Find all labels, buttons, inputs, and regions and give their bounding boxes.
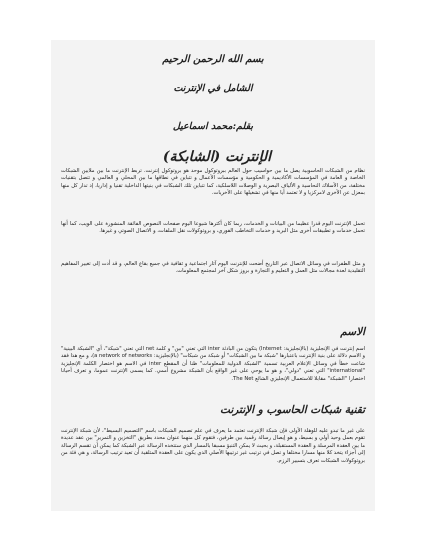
paragraph-name-text: اسم إنترنت في الإنجليزية (بالإنجليزية: Internet) يتكون من البادئة inter التي تعني "بين" و كلمة net التي تعني "شبكة"، أي "الشبكة البينية" و الاسم دلالة على بنية الإنترنت باعتبارها "شبكة ما بين الشبكات" أو شبكة من شبكات" (بالإنجليزية: a network of networks)، و مع هذا فقد شاعت خطأ في وسائل الإعلام العربية تسمية "الشبكة الدولية للمعلومات" ظنا أن المقطع inter في الاسم هو اختصار الكلمة الإنجليزية "international" التي تعني "دولي"، و هو ما يوحي على غير الواقع بأن الشبكة مشروع أممي. <box>61 346 365 375</box>
paragraph-technology: على غير ما تبدو عليه للوهلة الأولى فإن شبكة الإنترنت تعتمد ما يعرف في علم تصميم الشبكات باسم "التصميم البسيط"، لأن شبكة الإنترنت تقوم بعمل وحيد أولي و بسيط، و هو إيصال رسالة رقمية بين طرفين، فتقوم كل منهما عنوان محدد بطريق "التخزين و التمرير" بين عقد عديدة ما بين العقدة المرسلة و العقدة المستقبلة، و بحيث لا يمكن التنبؤ مسبقا بالمسار الذي ستتخذه الرسالة عبر الشبكة كما يمكن أن تقسم الرسالة إلى أجزاء يتخذ كلا منها مسارا مختلفا و تصل في ترتيب غير ترتيبها الأصلي الذي يكون على العقدة المتلقية أن تعيد ترتيب الرسالة، و هي فئة من بروتوكولات الشبكات تعرف بتسيير الرزم. <box>60 428 365 464</box>
paragraph-name <box>61 346 365 383</box>
section-heading-internet: الإنترنت (الشابكة) <box>162 149 271 165</box>
author-byline: بقلم:محمد اسماعيل <box>172 121 254 132</box>
paragraph-name-note: كما يسمى الإنترنت عموما، و تعرف أحيانا اختصارا "الشبكة" مقابلا للاستعمال الإنجليزي الشائع The Net. <box>61 368 365 382</box>
document-page <box>51 40 375 511</box>
paragraph-services: تحمل الإنترنت اليوم قدرا عظيما من البيانات و الخدمات، ربما كان أكثرها شيوعا اليوم صفحات النصوص الفائقة المنشورة على الويب، كما أنها تحمل خدمات و تطبيقات أخرى مثل البريد و خدمات التخاطب الفوري، و بروتوكولات نقل الملفات، و الاتصال الصوتي و غيرها. <box>61 221 365 235</box>
paragraph-intro: نظام من الشبكات الحاسوبية يصل ما بين حواسيب حول العالم ببروتوكول موحد هو بروتوكول إنترنت. تربط الإنترنت ما بين ملايين الشبكات الخاصة و العامة في المؤسسات الأكاديمية و الحكومية و مؤسسات الأعمال و تتباين في نطاقها ما بين المحلي و العالمي و تتصل بتقنيات مختلفة، من الأسلاك النحاسية و الألياف البصرية و الوصلات اللاسلكية، كما تتباين تلك الشبكات في بنيتها الداخلية تقنيا و إداريا، إذ تدار كل منها بمعزل عن الأخرى لامركزيا و لا تعتمد أيا منها في تشغيلها على الأخريات. <box>61 168 365 197</box>
section-heading-technology: تقنية شبكات الحاسوب و الإنترنت <box>220 404 365 416</box>
bismillah-heading: بسم الله الرحمن الرحيم <box>162 54 264 65</box>
paragraph-social-impact: و مثل الطفرات في وسائل الاتصال عبر التاريخ أضحت للإنترنت اليوم آثار اجتماعية و ثقافية في جميع بقاع العالم، و قد أدت إلى تغيير المفاهيم التقليدية لعدة مجالات مثل العمل و التعليم و التجارة و بروز شكل آخر لمجتمع المعلومات. <box>61 261 365 275</box>
document-title: الشامل في الإنترنت <box>173 83 253 94</box>
section-heading-name: الاسم <box>340 326 365 338</box>
